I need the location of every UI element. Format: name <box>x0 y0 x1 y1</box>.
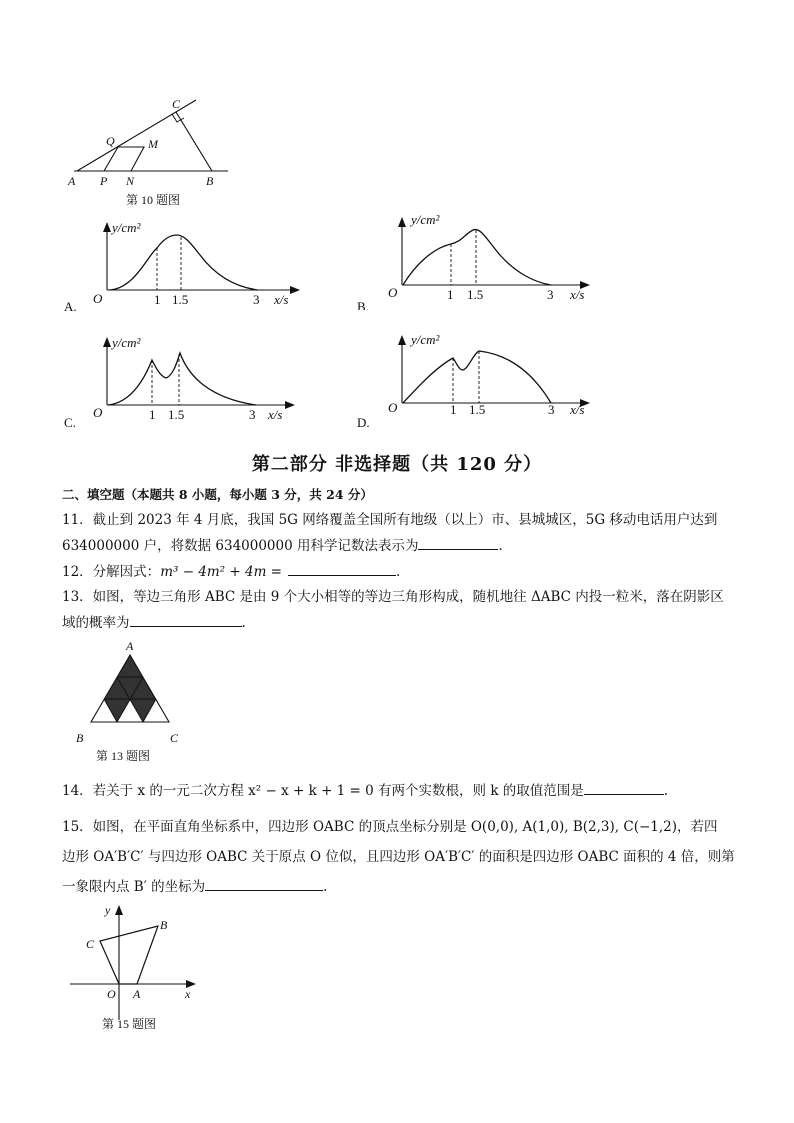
option-c-label: C. <box>64 415 76 430</box>
question-14-text: 14．若关于 x 的一元二次方程 x² − x + k + 1 = 0 有两个实数根，则 k 的取值范围是 <box>62 783 584 799</box>
graph-a-tick-3: 3 <box>253 292 260 307</box>
graph-d-xlabel: x/s <box>570 402 585 417</box>
fig13-point-c: C <box>170 731 179 745</box>
question-13-line-2 <box>62 610 742 636</box>
graph-b-xlabel: x/s <box>570 287 585 302</box>
question-14 <box>62 778 742 804</box>
fig15-y-axis-label: y <box>105 903 111 917</box>
graph-a-xlabel: x/s <box>274 292 289 307</box>
point-q-label: Q <box>106 134 115 148</box>
option-d-label: D. <box>357 415 370 428</box>
graph-a-tick-1: 1 <box>154 292 161 307</box>
question-13-line-2-text: 域的概率为 <box>62 615 130 631</box>
fig15-point-o: O <box>107 987 116 1001</box>
question-15-line-3-text: 一象限内点 B′ 的坐标为 <box>62 879 206 895</box>
point-p-label: P <box>100 174 108 188</box>
question-15 <box>62 812 742 902</box>
option-a-label: A. <box>64 299 77 314</box>
graph-d-ylabel: y/cm² <box>411 332 440 347</box>
fig15-point-c: C <box>86 937 95 951</box>
point-n-label: N <box>126 174 135 188</box>
fig13-point-a: A <box>126 639 134 653</box>
question-13-end: . <box>241 615 246 631</box>
graph-c-tick-1: 1 <box>149 407 156 422</box>
option-b-label: B. <box>357 299 369 310</box>
graph-c-ylabel: y/cm² <box>112 335 141 350</box>
point-c-label: C <box>172 97 181 111</box>
figure-10 <box>60 92 240 210</box>
section-title: 第二部分 非选择题（共 120 分） <box>251 454 543 475</box>
question-11-answer-blank[interactable] <box>418 535 498 550</box>
question-14-answer-blank[interactable] <box>584 780 664 795</box>
question-11 <box>62 507 742 559</box>
graph-c-tick-1-5: 1.5 <box>168 407 185 422</box>
fig15-point-b: B <box>160 918 168 932</box>
question-15-answer-blank[interactable] <box>205 876 323 891</box>
graph-d-tick-1: 1 <box>450 402 457 417</box>
question-12-expression: m³ − 4m² + 4m = <box>160 564 282 580</box>
graph-option-a <box>60 215 310 315</box>
graph-c-xlabel: x/s <box>268 407 283 422</box>
figure-15 <box>62 896 212 1036</box>
question-14-end: . <box>663 783 669 799</box>
question-13-line-1: 13．如图，等边三角形 ABC 是由 9 个大小相等的等边三角形构成，随机地往 ΔABC 内投一粒米，落在阴影区 <box>62 589 724 605</box>
graph-a-ylabel: y/cm² <box>112 220 141 235</box>
question-12-prefix: 12．分解因式： <box>62 564 161 580</box>
question-12 <box>62 559 742 585</box>
graph-b-origin: O <box>388 285 398 300</box>
graph-option-c <box>60 330 310 430</box>
question-12-end: . <box>395 564 401 580</box>
point-m-label: M <box>148 137 158 151</box>
point-a-label: A <box>68 174 76 188</box>
point-b-label: B <box>206 174 214 188</box>
graph-c-tick-3: 3 <box>249 407 256 422</box>
fig15-x-axis-label: x <box>185 987 191 1001</box>
question-12-answer-blank[interactable] <box>288 561 396 576</box>
graph-option-d <box>355 328 605 428</box>
graph-b-ylabel: y/cm² <box>411 212 440 227</box>
question-11-line-2 <box>62 533 742 559</box>
graph-d-origin: O <box>388 400 398 415</box>
graph-d-tick-1-5: 1.5 <box>469 402 486 417</box>
question-13 <box>62 584 742 636</box>
question-11-line-1: 11．截止到 2023 年 4 月底，我国 5G 网络覆盖全国所有地级（以上）市、县城城区，5G 移动电话用户达到 <box>62 512 718 528</box>
graph-b-tick-1-5: 1.5 <box>467 287 484 302</box>
question-15-end: . <box>323 879 328 895</box>
graph-a-origin: O <box>93 291 103 306</box>
graph-option-b <box>355 210 605 310</box>
fig15-point-a: A <box>133 987 141 1001</box>
figure-13-caption: 第 13 题图 <box>96 749 151 763</box>
fig13-point-b: B <box>76 731 84 745</box>
graph-b-tick-1: 1 <box>447 287 454 302</box>
question-13-answer-blank[interactable] <box>130 612 242 627</box>
graph-a-tick-1-5: 1.5 <box>172 292 189 307</box>
figure-13 <box>70 638 190 768</box>
question-11-line-2-text: 634000000 户，将数据 634000000 用科学记数法表示为 <box>62 538 419 554</box>
question-15-line-1: 15．如图，在平面直角坐标系中，四边形 OABC 的顶点坐标分别是 O(0,0), A(1,0), B(2,3), C(−1,2)，若四 <box>62 819 718 835</box>
question-15-line-2: 边形 OA′B′C′ 与四边形 OABC 关于原点 O 位似，且四边形 OA′B′C′ 的面积是四边形 OABC 面积的 4 倍，则第 <box>62 849 735 865</box>
question-11-end: . <box>498 538 503 554</box>
figure-10-caption: 第 10 题图 <box>126 193 181 207</box>
graph-c-origin: O <box>93 405 103 420</box>
figure-15-caption: 第 15 题图 <box>102 1017 157 1031</box>
graph-b-tick-3: 3 <box>547 287 554 302</box>
section-subheading: 二、填空题（本题共 8 小题，每小题 3 分，共 24 分） <box>62 487 373 502</box>
graph-d-tick-3: 3 <box>548 402 555 417</box>
